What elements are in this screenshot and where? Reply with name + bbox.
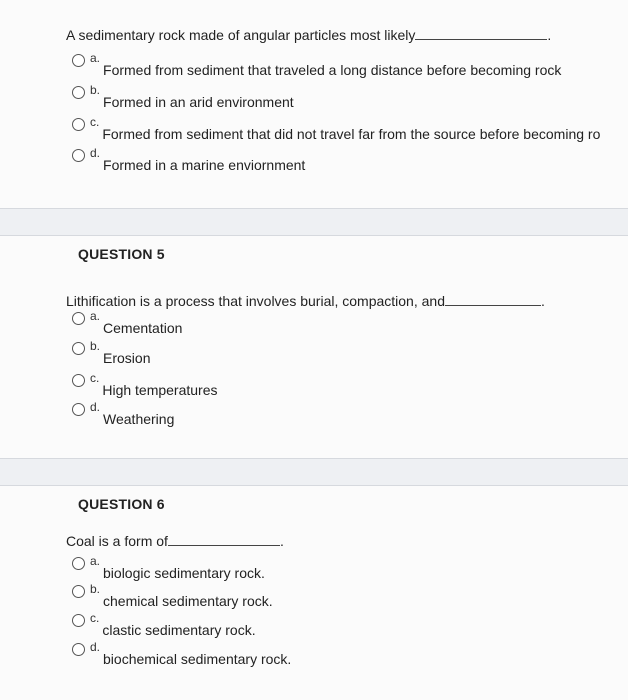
radio-button[interactable] xyxy=(72,614,85,627)
option-text: Cementation xyxy=(103,320,183,336)
option-letter: b. xyxy=(90,582,101,596)
option-letter: d. xyxy=(90,640,101,654)
question-4-option-c[interactable] xyxy=(72,117,600,142)
radio-button[interactable] xyxy=(72,54,85,67)
option-text: biologic sedimentary rock. xyxy=(103,565,265,581)
radio-button[interactable] xyxy=(72,557,85,570)
question-separator xyxy=(0,458,628,486)
radio-button[interactable] xyxy=(72,403,85,416)
question-6-option-d[interactable] xyxy=(72,642,291,667)
option-text: High temperatures xyxy=(102,382,218,398)
radio-button[interactable] xyxy=(72,86,85,99)
radio-button[interactable] xyxy=(72,118,85,131)
question-4-stem-text: A sedimentary rock made of angular particles most likely xyxy=(66,27,416,43)
question-5-stem-text: Lithification is a process that involves burial, compaction, and xyxy=(66,293,445,309)
answer-blank xyxy=(445,293,541,306)
radio-button[interactable] xyxy=(72,374,85,387)
answer-blank xyxy=(415,27,547,40)
question-6-option-c[interactable] xyxy=(72,613,256,638)
option-letter: b. xyxy=(90,339,101,353)
question-4-option-a[interactable] xyxy=(72,53,561,78)
option-text: Formed from sediment that did not travel far from the source before becoming ro xyxy=(102,126,601,142)
question-separator xyxy=(0,208,628,236)
answer-blank xyxy=(168,533,280,546)
question-6-stem-text: Coal is a form of xyxy=(66,533,168,549)
option-letter: d. xyxy=(90,146,101,160)
option-letter: a. xyxy=(90,309,101,323)
option-text: Formed from sediment that traveled a long distance before becoming rock xyxy=(103,62,562,78)
question-5-option-d[interactable] xyxy=(72,402,174,427)
question-4-stem xyxy=(66,27,551,43)
question-6-stem xyxy=(66,533,284,549)
question-5-option-a[interactable] xyxy=(72,311,182,336)
question-5-option-b[interactable] xyxy=(72,341,150,366)
question-4-option-d[interactable] xyxy=(72,148,305,173)
option-letter: c. xyxy=(90,611,100,625)
option-letter: c. xyxy=(90,371,100,385)
option-letter: b. xyxy=(90,83,101,97)
option-text: Erosion xyxy=(103,350,151,366)
question-5-option-c[interactable] xyxy=(72,373,218,398)
question-5-title: QUESTION 5 xyxy=(78,246,165,262)
option-text: Formed in an arid environment xyxy=(103,94,294,110)
option-text: clastic sedimentary rock. xyxy=(102,622,256,638)
radio-button[interactable] xyxy=(72,585,85,598)
option-text: Weathering xyxy=(103,411,175,427)
option-text: Formed in a marine enviornment xyxy=(103,157,306,173)
option-text: chemical sedimentary rock. xyxy=(103,593,273,609)
question-6-option-a[interactable] xyxy=(72,556,265,581)
blank-terminator: . xyxy=(279,533,284,549)
radio-button[interactable] xyxy=(72,149,85,162)
question-6-option-b[interactable] xyxy=(72,584,273,609)
option-letter: d. xyxy=(90,400,101,414)
question-4-option-b[interactable] xyxy=(72,85,294,110)
option-letter: c. xyxy=(90,115,100,129)
blank-terminator: . xyxy=(540,293,545,309)
option-text: biochemical sedimentary rock. xyxy=(103,651,292,667)
blank-terminator: . xyxy=(547,27,552,43)
radio-button[interactable] xyxy=(72,342,85,355)
option-letter: a. xyxy=(90,51,101,65)
option-letter: a. xyxy=(90,554,101,568)
question-5-stem xyxy=(66,293,545,309)
radio-button[interactable] xyxy=(72,312,85,325)
radio-button[interactable] xyxy=(72,643,85,656)
question-6-title: QUESTION 6 xyxy=(78,496,165,512)
